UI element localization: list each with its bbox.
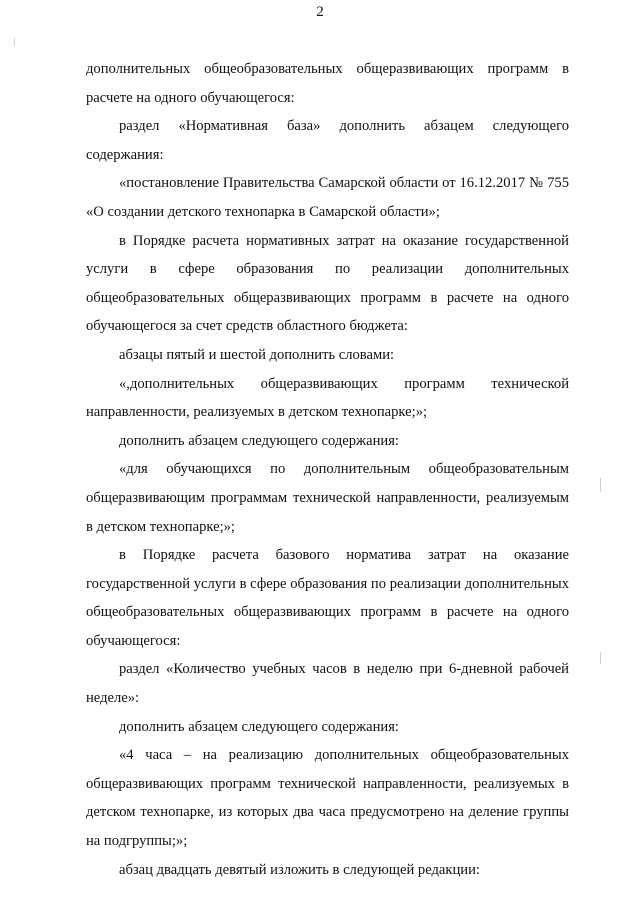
paragraph: «для обучающихся по дополнительным общеобразовательным общеразвивающим программам технической направленности, реализуемым в детском технопарке;»; (86, 461, 569, 535)
margin-tick-left (14, 38, 15, 46)
paragraph: «,дополнительных общеразвивающих программ технической направленности, реализуемых в детском технопарке;»; (86, 375, 569, 421)
document-body (86, 55, 569, 884)
paragraph: абзац двадцать девятый изложить в следующей редакции: (119, 861, 480, 878)
page-number: 2 (316, 4, 324, 20)
paragraph: в Порядке расчета базового норматива затрат на оказание государственной услуги в сфере образования по реализации дополнительных общеобразовательных общеразвивающих программ в расчете на одного обучающегося: (86, 547, 569, 649)
paragraph: абзацы пятый и шестой дополнить словами: (119, 346, 395, 363)
paragraph: дополнить абзацем следующего содержания: (119, 432, 399, 449)
paragraph: дополнить абзацем следующего содержания: (119, 718, 399, 735)
margin-tick-right-lower (600, 652, 601, 664)
paragraph: раздел «Нормативная база» дополнить абзацем следующего содержания: (86, 118, 569, 163)
margin-tick-right (600, 478, 601, 492)
paragraph: дополнительных общеобразовательных общеразвивающих программ в расчете на одного обучающегося: (86, 61, 569, 106)
paragraph: «постановление Правительства Самарской области от 16.12.2017 № 755 «О создании детского технопарка в Самарской области»; (86, 175, 569, 220)
paragraph: «4 часа – на реализацию дополнительных общеобразовательных общеразвивающих программ технической направленности, реализуемых в детском технопарке, из которых два часа предусмотрено на деление группы на подгруппы;»; (86, 747, 569, 850)
paragraph: в Порядке расчета нормативных затрат на оказание государственной услуги в сфере образования по реализации дополнительных общеобразовательных общеразвивающих программ в расчете на одного обучающегося за счет средств областного бюджета: (86, 232, 569, 335)
paragraph: раздел «Количество учебных часов в неделю при 6-дневной рабочей неделе»: (86, 661, 569, 707)
